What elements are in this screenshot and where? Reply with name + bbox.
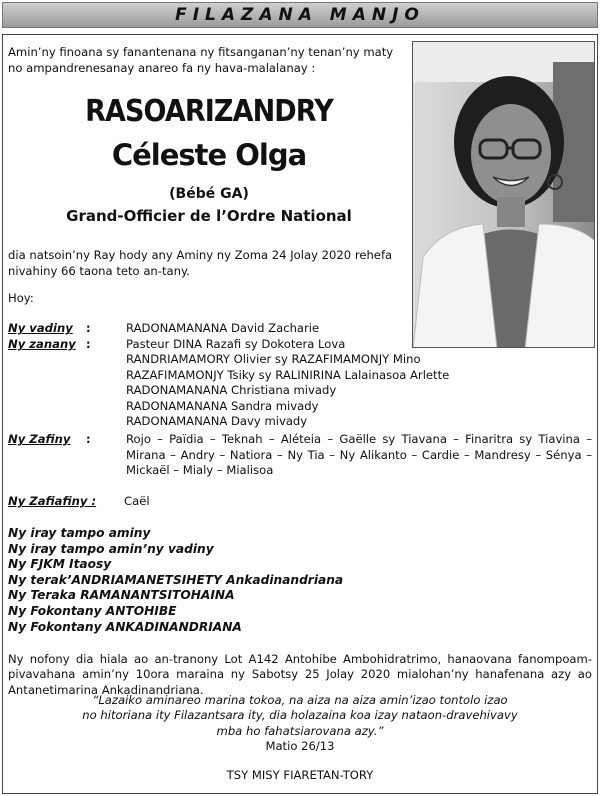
hoy-label: Hoy: — [8, 291, 34, 305]
bible-verse — [40, 693, 560, 739]
verse-line: mba ho fahatsiarovana azy.” — [216, 723, 384, 738]
mourner-entry: Ny terak’ANDRIAMANETSIHETY Ankadinandriana — [8, 572, 344, 587]
deceased-surname: RASOARIZANDRY — [85, 94, 333, 129]
deceased-title: Grand-Officier de l’Ordre National — [66, 207, 352, 225]
verse-reference: Matio 26/13 — [265, 739, 335, 753]
portrait-photo — [412, 41, 595, 348]
spouse-name: RADONAMANANA David Zacharie — [126, 321, 320, 335]
children-label: Ny zanany — [8, 337, 76, 351]
intro-text: Amin’ny finoana sy fanantenana ny fitsanganan’ny tenan’ny maty no ampandrenesanay anareo fa ny hava-malalanay : — [8, 45, 394, 75]
spouse-colon: : — [86, 321, 91, 335]
spouse-label: Ny vadiny — [8, 321, 73, 335]
child-entry: Pasteur DINA Razafi sy Dokotera Lova — [126, 337, 346, 351]
great-grandchildren-label: Ny Zafiafiny : — [8, 494, 97, 508]
portrait-illustration — [413, 42, 595, 348]
header-band — [2, 2, 598, 28]
mourner-entry: Ny FJKM Itaosy — [8, 557, 112, 572]
deceased-nickname: (Bébé GA) — [169, 186, 249, 202]
burial-details: Ny nofony dia hiala ao an-tranony Lot A142 Antohibe Ambohidratrimo, hanaovana fanompoam-pivavahana amin’ny 10ora maraina ny Sabotsy 25 Jolay 2020 mialohan’ny hanafenana azy ao Antanetimarina Ankadinandriana. — [8, 652, 592, 697]
verse-line: no hitoriana ity Filazantsara ity, dia holazaina koa izay nataon-dravehivavy — [82, 708, 518, 723]
mourners-list — [8, 526, 343, 635]
verse-line: “Lazaiko aminareo marina tokoa, na aiza na aiza amin’izao tontolo izao — [92, 693, 508, 707]
mourner-entry: Ny Fokontany ANKADINANDRIANA — [8, 619, 242, 634]
mourner-entry: Ny iray tampo aminy — [8, 526, 151, 540]
grandchildren-list: Rojo – Païdia – Teknah – Aléteia – Gaëlle sy Tiavana – Finaritra sy Tiavina – Mirana – Andry – Natiora – Ny Tia – Ny Alikanto – Cardie – Mandresy – Sénya – Mickaël – Mialy – Mialisoa — [126, 432, 592, 477]
children-colon: : — [86, 337, 91, 351]
death-notice: dia natsoin’ny Ray hody any Aminy ny Zoma 24 Jolay 2020 rehefa nivahiny 66 taona teto an-tany. — [8, 248, 393, 278]
grandchildren-label: Ny Zafiny — [8, 432, 71, 446]
child-entry: RADONAMANANA Sandra mivady — [126, 399, 319, 413]
mourner-entry: Ny iray tampo amin’ny vadiny — [8, 541, 214, 556]
mourner-entry: Ny Teraka RAMANANTSITOHAINA — [8, 588, 235, 603]
child-entry: RADONAMANANA Davy mivady — [126, 414, 308, 428]
deceased-given-names: Céleste Olga — [111, 138, 307, 172]
child-entry: RANDRIAMAMORY Olivier sy RAZAFIMAMONJY Mino — [126, 352, 421, 366]
child-entry: RADONAMANANA Christiana mivady — [126, 383, 337, 397]
footer-note: TSY MISY FIARETAN-TORY — [226, 768, 374, 782]
great-grandchildren-name: Caël — [124, 494, 150, 508]
mourner-entry: Ny Fokontany ANTOHIBE — [8, 603, 177, 618]
grandchildren-colon: : — [86, 432, 91, 446]
child-entry: RAZAFIMAMONJY Tsiky sy RALINIRINA Lalainasoa Arlette — [126, 368, 450, 382]
header-title: FILAZANA MANJO — [175, 5, 425, 25]
